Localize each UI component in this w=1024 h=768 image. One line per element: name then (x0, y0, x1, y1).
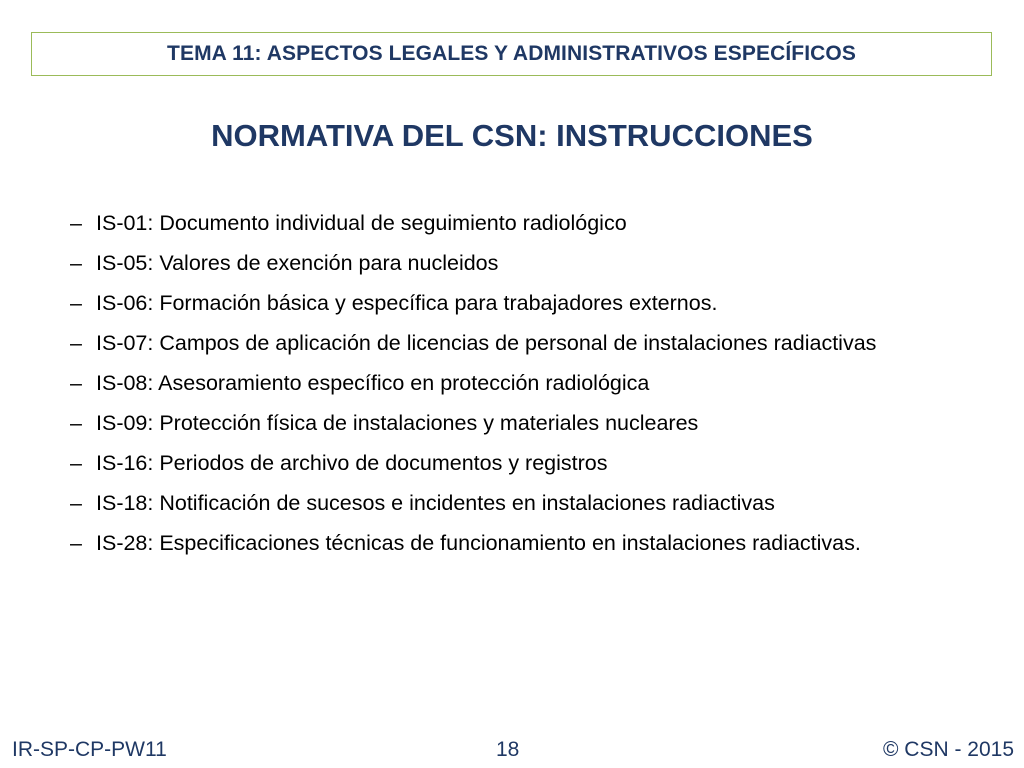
list-item (70, 446, 1016, 480)
instruction-list (70, 206, 1016, 566)
bullet-dash: – (70, 211, 82, 235)
bullet-dash: – (70, 251, 82, 275)
bullet-dash: – (70, 451, 82, 475)
page-title: NORMATIVA DEL CSN: INSTRUCCIONES (211, 118, 813, 153)
list-item-text: IS-08: Asesoramiento específico en protección radiológica (96, 371, 650, 395)
bullet-dash: – (70, 411, 82, 435)
list-item (70, 326, 1016, 360)
bullet-dash: – (70, 291, 82, 315)
list-item-text: IS-05: Valores de exención para nucleidos (96, 251, 499, 275)
bullet-dash: – (70, 331, 82, 355)
list-item (70, 526, 1016, 560)
header-box (31, 32, 992, 76)
list-item-text: IS-01: Documento individual de seguimiento radiológico (96, 211, 627, 235)
footer-copyright: © CSN - 2015 (882, 738, 1014, 761)
list-item (70, 486, 1016, 520)
list-item (70, 246, 1016, 280)
bullet-dash: – (70, 531, 82, 555)
footer-code: IR-SP-CP-PW11 (12, 738, 167, 761)
page-number: 18 (496, 738, 520, 761)
list-item-text: IS-18: Notificación de sucesos e incidentes en instalaciones radiactivas (96, 491, 775, 515)
list-item (70, 366, 1016, 400)
list-item (70, 406, 1016, 440)
list-item (70, 286, 1016, 320)
list-item-text: IS-06: Formación básica y específica para trabajadores externos. (96, 291, 718, 315)
bullet-dash: – (70, 491, 82, 515)
list-item (70, 206, 1016, 240)
list-item-text: IS-16: Periodos de archivo de documentos y registros (96, 451, 608, 475)
header-title: TEMA 11: ASPECTOS LEGALES Y ADMINISTRATIVOS ESPECÍFICOS (167, 42, 856, 65)
list-item-text: IS-28: Especificaciones técnicas de funcionamiento en instalaciones radiactivas. (96, 531, 861, 555)
bullet-dash: – (70, 371, 82, 395)
list-item-text: IS-07: Campos de aplicación de licencias de personal de instalaciones radiactivas (96, 331, 877, 355)
list-item-text: IS-09: Protección física de instalaciones y materiales nucleares (96, 411, 699, 435)
